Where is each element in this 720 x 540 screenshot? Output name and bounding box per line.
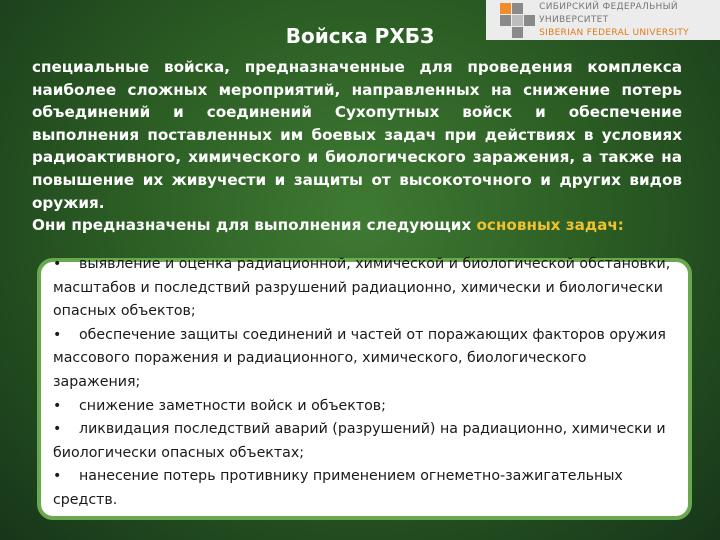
bullet: • (53, 256, 62, 272)
intro-text (32, 56, 682, 237)
task-text: обеспечение защиты соединений и частей от поражающих факторов оружия массового поражения и радиационного, химического, биологического заражения; (53, 326, 666, 390)
task-text: снижение заметности войск и объектов; (79, 397, 386, 414)
task-item (53, 465, 673, 512)
bullet: • (53, 468, 62, 485)
tasks-list (53, 253, 673, 513)
definition-paragraph: специальные войска, предназначенные для проведения комплекса наиболее сложных мероприятий, направленных на снижение потерь объединений и соединений Сухопутных войск и обеспечение выполнения поставленных им боевых задач при действиях в условиях радиоактивного, химического и биологического заражения, а также на повышение их живучести и защиты от высокоточного и других видов оружия. (32, 58, 682, 212)
task-item (53, 324, 673, 395)
bullet: • (53, 397, 62, 414)
logo-line-en: SIBERIAN FEDERAL UNIVERSITY (539, 27, 689, 38)
task-item (53, 253, 673, 324)
tasks-lead-accent: основных задач: (476, 216, 624, 235)
task-text: выявление и оценка радиационной, химической и биологической обстановки, масштабов и последствий разрушений радиационно, химически и биологически опасных объектов; (53, 256, 671, 320)
task-item (53, 418, 673, 465)
task-text: ликвидация последствий аварий (разрушений) на радиационно, химически и биологически опасных объектах; (53, 421, 666, 461)
bullet: • (53, 326, 62, 343)
slide-title: Войска РХБЗ (285, 24, 435, 48)
logo-line-ru: СИБИРСКИЙ ФЕДЕРАЛЬНЫЙ УНИВЕРСИТЕТ (539, 1, 678, 25)
task-item (53, 395, 673, 419)
task-text: нанесение потерь противнику применением огнеметно-зажигательных средств. (53, 468, 623, 508)
tasks-lead (32, 214, 682, 237)
bullet: • (53, 421, 62, 438)
tasks-lead-text: Они предназначены для выполнения следующих (32, 216, 477, 235)
